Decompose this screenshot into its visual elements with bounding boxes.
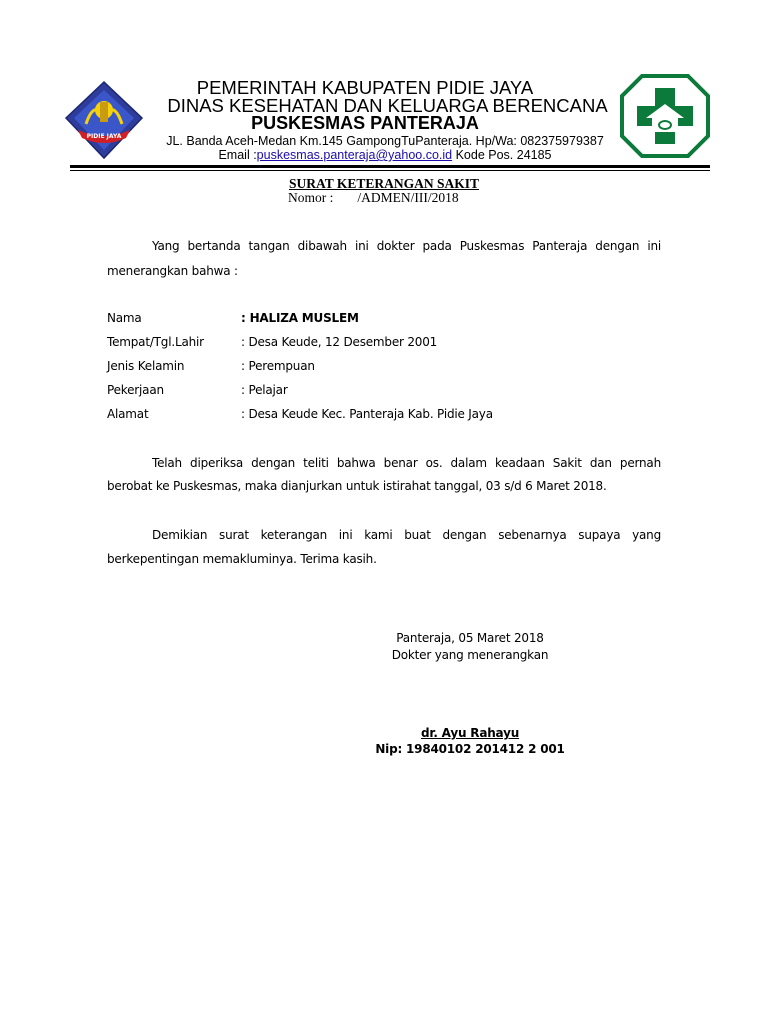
field-label: Tempat/Tgl.Lahir bbox=[107, 335, 204, 349]
field-value: : Desa Keude Kec. Panteraja Kab. Pidie Jaya bbox=[241, 407, 493, 421]
exam-line-1: Telah diperiksa dengan teliti bahwa benar os. dalam keadaan Sakit dan pernah bbox=[152, 456, 661, 470]
exam-line-2: berobat ke Puskesmas, maka dianjurkan untuk istirahat tanggal, 03 s/d 6 Maret 2018. bbox=[107, 479, 607, 493]
header-address: JL. Banda Aceh-Medan Km.145 GampongTuPanteraja. Hp/Wa: 082375979387 bbox=[166, 134, 604, 148]
field-value: : HALIZA MUSLEM bbox=[241, 311, 359, 325]
closing-line-2: berkepentingan memakluminya. Terima kasih. bbox=[107, 552, 377, 566]
number-value: /ADMEN/III/2018 bbox=[357, 190, 459, 205]
puskesmas-logo bbox=[620, 74, 710, 158]
document-title: SURAT KETERANGAN SAKIT bbox=[288, 176, 480, 191]
intro-line-2: menerangkan bahwa : bbox=[107, 264, 238, 278]
field-value: : Desa Keude, 12 Desember 2001 bbox=[241, 335, 438, 349]
field-label: Alamat bbox=[107, 407, 149, 421]
closing-line-1: Demikian surat keterangan ini kami buat dengan sebenarnya supaya yang bbox=[152, 528, 661, 542]
pidie-jaya-logo bbox=[64, 80, 144, 160]
header-government: PEMERINTAH KABUPATEN PIDIE JAYA bbox=[196, 77, 534, 98]
intro-line-1: Yang bertanda tangan dibawah ini dokter pada Puskesmas Panteraja dengan ini bbox=[152, 239, 661, 253]
logo-banner-text: PIDIE JAYA bbox=[86, 133, 122, 140]
field-label: Jenis Kelamin bbox=[107, 359, 185, 373]
number-label: Nomor : bbox=[288, 190, 334, 205]
field-value: : Pelajar bbox=[241, 383, 288, 397]
header-contact bbox=[160, 148, 610, 162]
postal-code: Kode Pos. 24185 bbox=[452, 148, 552, 162]
signature-role: Dokter yang menerangkan bbox=[391, 648, 549, 662]
document-number bbox=[288, 190, 459, 206]
email-label: Email : bbox=[218, 148, 257, 162]
header-puskesmas: PUSKESMAS PANTERAJA bbox=[251, 113, 479, 133]
header-divider-thin bbox=[70, 170, 710, 171]
header-department: DINAS KESEHATAN DAN KELUARGA BERENCANA bbox=[167, 95, 608, 116]
signature-place-date: Panteraja, 05 Maret 2018 bbox=[396, 631, 544, 645]
field-label: Nama bbox=[107, 311, 142, 325]
signature-name: dr. Ayu Rahayu bbox=[420, 726, 520, 740]
email-link[interactable]: puskesmas.panteraja@yahoo.co.id bbox=[256, 148, 453, 162]
signature-nip: Nip: 19840102 201412 2 001 bbox=[375, 742, 565, 756]
header-divider-thick bbox=[70, 165, 710, 168]
field-label: Pekerjaan bbox=[107, 383, 164, 397]
field-value: : Perempuan bbox=[241, 359, 315, 373]
